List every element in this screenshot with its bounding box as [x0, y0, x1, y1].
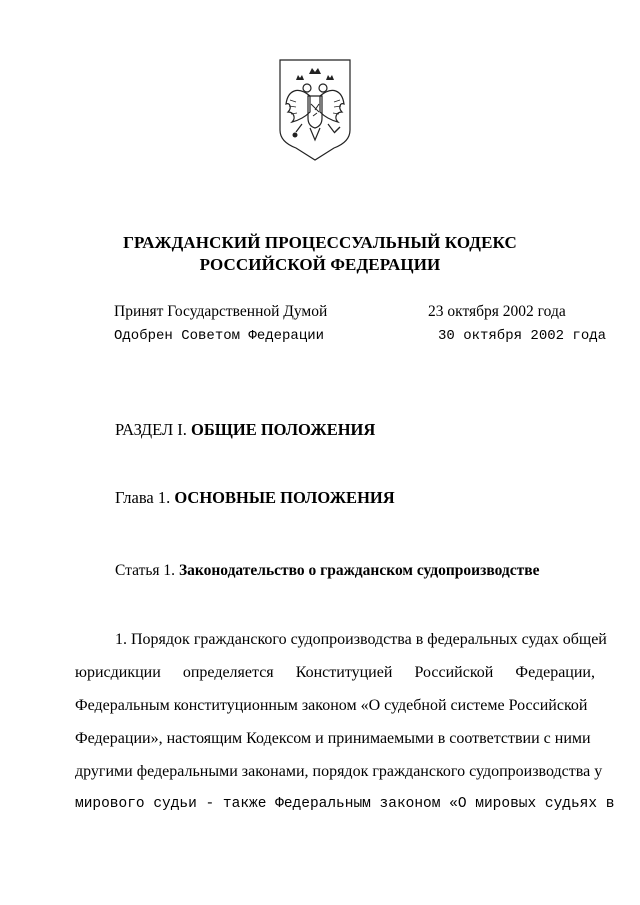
article-heading [115, 562, 539, 580]
paragraph-word: юрисдикции [75, 664, 161, 681]
paragraph-word: определяется [182, 664, 274, 681]
paragraph-word: Российской [414, 664, 494, 681]
duma-adoption-date: 23 октября 2002 года [428, 303, 566, 320]
paragraph-line: мирового судьи - также Федеральным законом «О мировых судьях в [75, 796, 615, 812]
council-approval-date: 30 октября 2002 года [438, 328, 607, 344]
article-paragraph-1 [75, 623, 615, 821]
document-title-line-1: ГРАЖДАНСКИЙ ПРОЦЕССУАЛЬНЫЙ КОДЕКС [123, 233, 517, 252]
state-emblem-icon [274, 56, 356, 162]
council-approval-label: Одобрен Советом Федерации [114, 328, 325, 344]
section-prefix: РАЗДЕЛ I. [115, 420, 187, 439]
section-heading [115, 420, 375, 440]
article-prefix: Статья 1. [115, 562, 176, 579]
duma-adoption-label: Принят Государственной Думой [114, 303, 328, 320]
paragraph-line: другими федеральными законами, порядок гражданского судопроизводства у [75, 763, 603, 780]
document-title-line-2: РОССИЙСКОЙ ФЕДЕРАЦИИ [199, 255, 441, 274]
paragraph-line: Федерации», настоящим Кодексом и принимаемыми в соответствии с ними [75, 730, 591, 747]
paragraph-word: Конституцией [295, 664, 393, 681]
article-name: Законодательство о гражданском судопроизводстве [178, 562, 540, 579]
chapter-prefix: Глава 1. [115, 488, 171, 507]
paragraph-line: 1. Порядок гражданского судопроизводства в федеральных судах общей [115, 631, 607, 648]
section-name: ОБЩИЕ ПОЛОЖЕНИЯ [191, 420, 376, 439]
chapter-heading [115, 488, 395, 508]
paragraph-word: Федерации, [515, 664, 595, 681]
paragraph-line: Федеральным конституционным законом «О судебной системе Российской [75, 697, 588, 714]
chapter-name: ОСНОВНЫЕ ПОЛОЖЕНИЯ [174, 488, 395, 507]
paragraph-line-justified [75, 656, 595, 689]
